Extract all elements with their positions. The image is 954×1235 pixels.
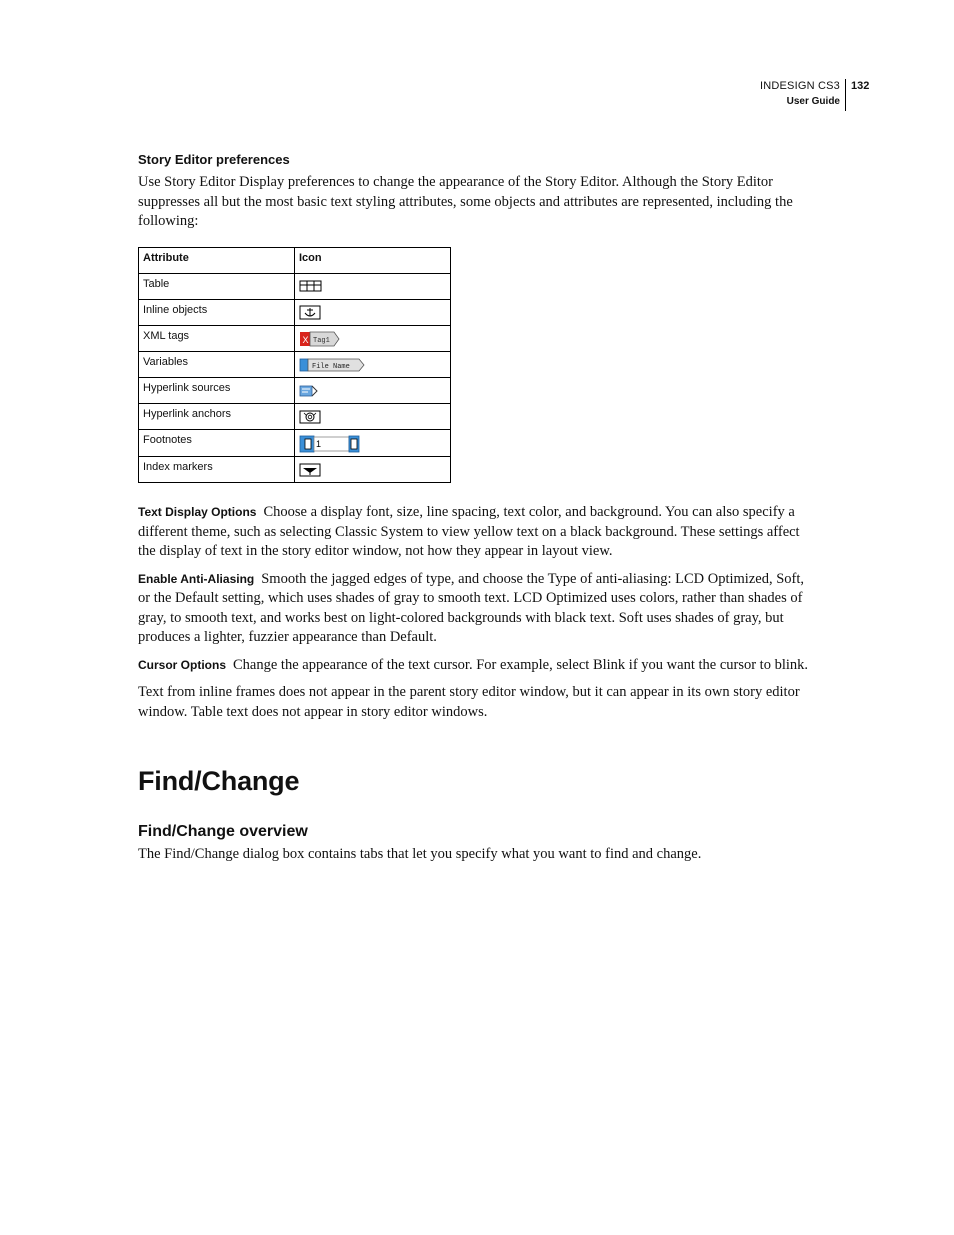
variable-text: File Name xyxy=(312,363,350,371)
options-section xyxy=(138,503,818,722)
attribute-label: Table xyxy=(139,274,295,300)
footnote-number: 1 xyxy=(316,439,322,449)
running-header xyxy=(700,79,846,111)
table-row xyxy=(139,300,451,326)
table-row xyxy=(139,457,451,483)
column-header-attribute: Attribute xyxy=(139,248,295,274)
subsection-heading: Find/Change overview xyxy=(138,823,308,840)
find-change-section xyxy=(138,764,818,865)
table-row xyxy=(139,404,451,430)
xml-badge-text: X xyxy=(302,335,309,345)
attribute-label: Hyperlink anchors xyxy=(139,404,295,430)
overview-paragraph: The Find/Change dialog box contains tabs that let you specify what you want to find and change. xyxy=(138,846,702,862)
xml-tag-icon xyxy=(299,331,341,347)
attribute-label: Variables xyxy=(139,352,295,378)
anchor-icon xyxy=(299,305,323,321)
option-anti-aliasing xyxy=(138,570,818,648)
attribute-label: XML tags xyxy=(139,326,295,352)
table-header-row xyxy=(139,248,451,274)
table-row xyxy=(139,326,451,352)
attribute-label: Hyperlink sources xyxy=(139,378,295,404)
index-marker-icon xyxy=(299,462,323,478)
hyperlink-anchor-icon xyxy=(299,409,323,425)
attribute-label: Index markers xyxy=(139,457,295,483)
variable-icon xyxy=(299,357,367,373)
option-text-display xyxy=(138,503,818,562)
table-row xyxy=(139,430,451,457)
footnote-icon xyxy=(299,435,361,453)
chapter-title: Find/Change xyxy=(138,766,300,796)
story-editor-section xyxy=(138,152,818,232)
option-term: Cursor Options xyxy=(138,657,227,672)
attribute-label: Footnotes xyxy=(139,430,295,457)
guide-name: User Guide xyxy=(786,96,840,107)
inline-frames-note: Text from inline frames does not appear in the parent story editor window, but it can appear in its own story editor window. Table text does not appear in story editor windows. xyxy=(138,684,800,720)
intro-paragraph: Use Story Editor Display preferences to change the appearance of the Story Editor. Although the Story Editor suppresses all but the most basic text styling attributes, some objects and attributes are represented, including the following: xyxy=(138,174,793,229)
option-term: Text Display Options xyxy=(138,505,257,519)
page-number: 132 xyxy=(851,80,870,92)
table-row xyxy=(139,352,451,378)
xml-tag-text: Tag1 xyxy=(313,337,330,345)
attribute-table xyxy=(138,247,451,483)
column-header-icon: Icon xyxy=(295,248,451,274)
option-term: Enable Anti-Aliasing xyxy=(138,571,255,586)
table-row xyxy=(139,378,451,404)
option-description: Change the appearance of the text cursor. For example, select Blink if you want the cursor to blink. xyxy=(233,656,809,673)
hyperlink-source-icon xyxy=(299,383,323,399)
option-cursor xyxy=(138,656,818,676)
section-heading: Story Editor preferences xyxy=(138,152,290,167)
option-description: Choose a display font, size, line spacing, text color, and background. You can also specify a different theme, such as selecting Classic System to view yellow text on a black background. These settings affect the display of text in the story editor window, not how they appear in layout view. xyxy=(138,504,800,559)
product-name: INDESIGN CS3 xyxy=(759,80,840,92)
table-row xyxy=(139,274,451,300)
table-icon xyxy=(299,279,323,293)
option-description: Smooth the jagged edges of type, and choose the Type of anti-aliasing: LCD Optimized, Soft, or the Default setting, which uses shades of gray to smooth text. LCD Optimized uses colors, rather than shades of gray, to smooth text, and works best on light-colored backgrounds with black text. Soft uses shades of gray, but produces a lighter, fuzzier appearance than Default. xyxy=(138,570,804,645)
attribute-label: Inline objects xyxy=(139,300,295,326)
